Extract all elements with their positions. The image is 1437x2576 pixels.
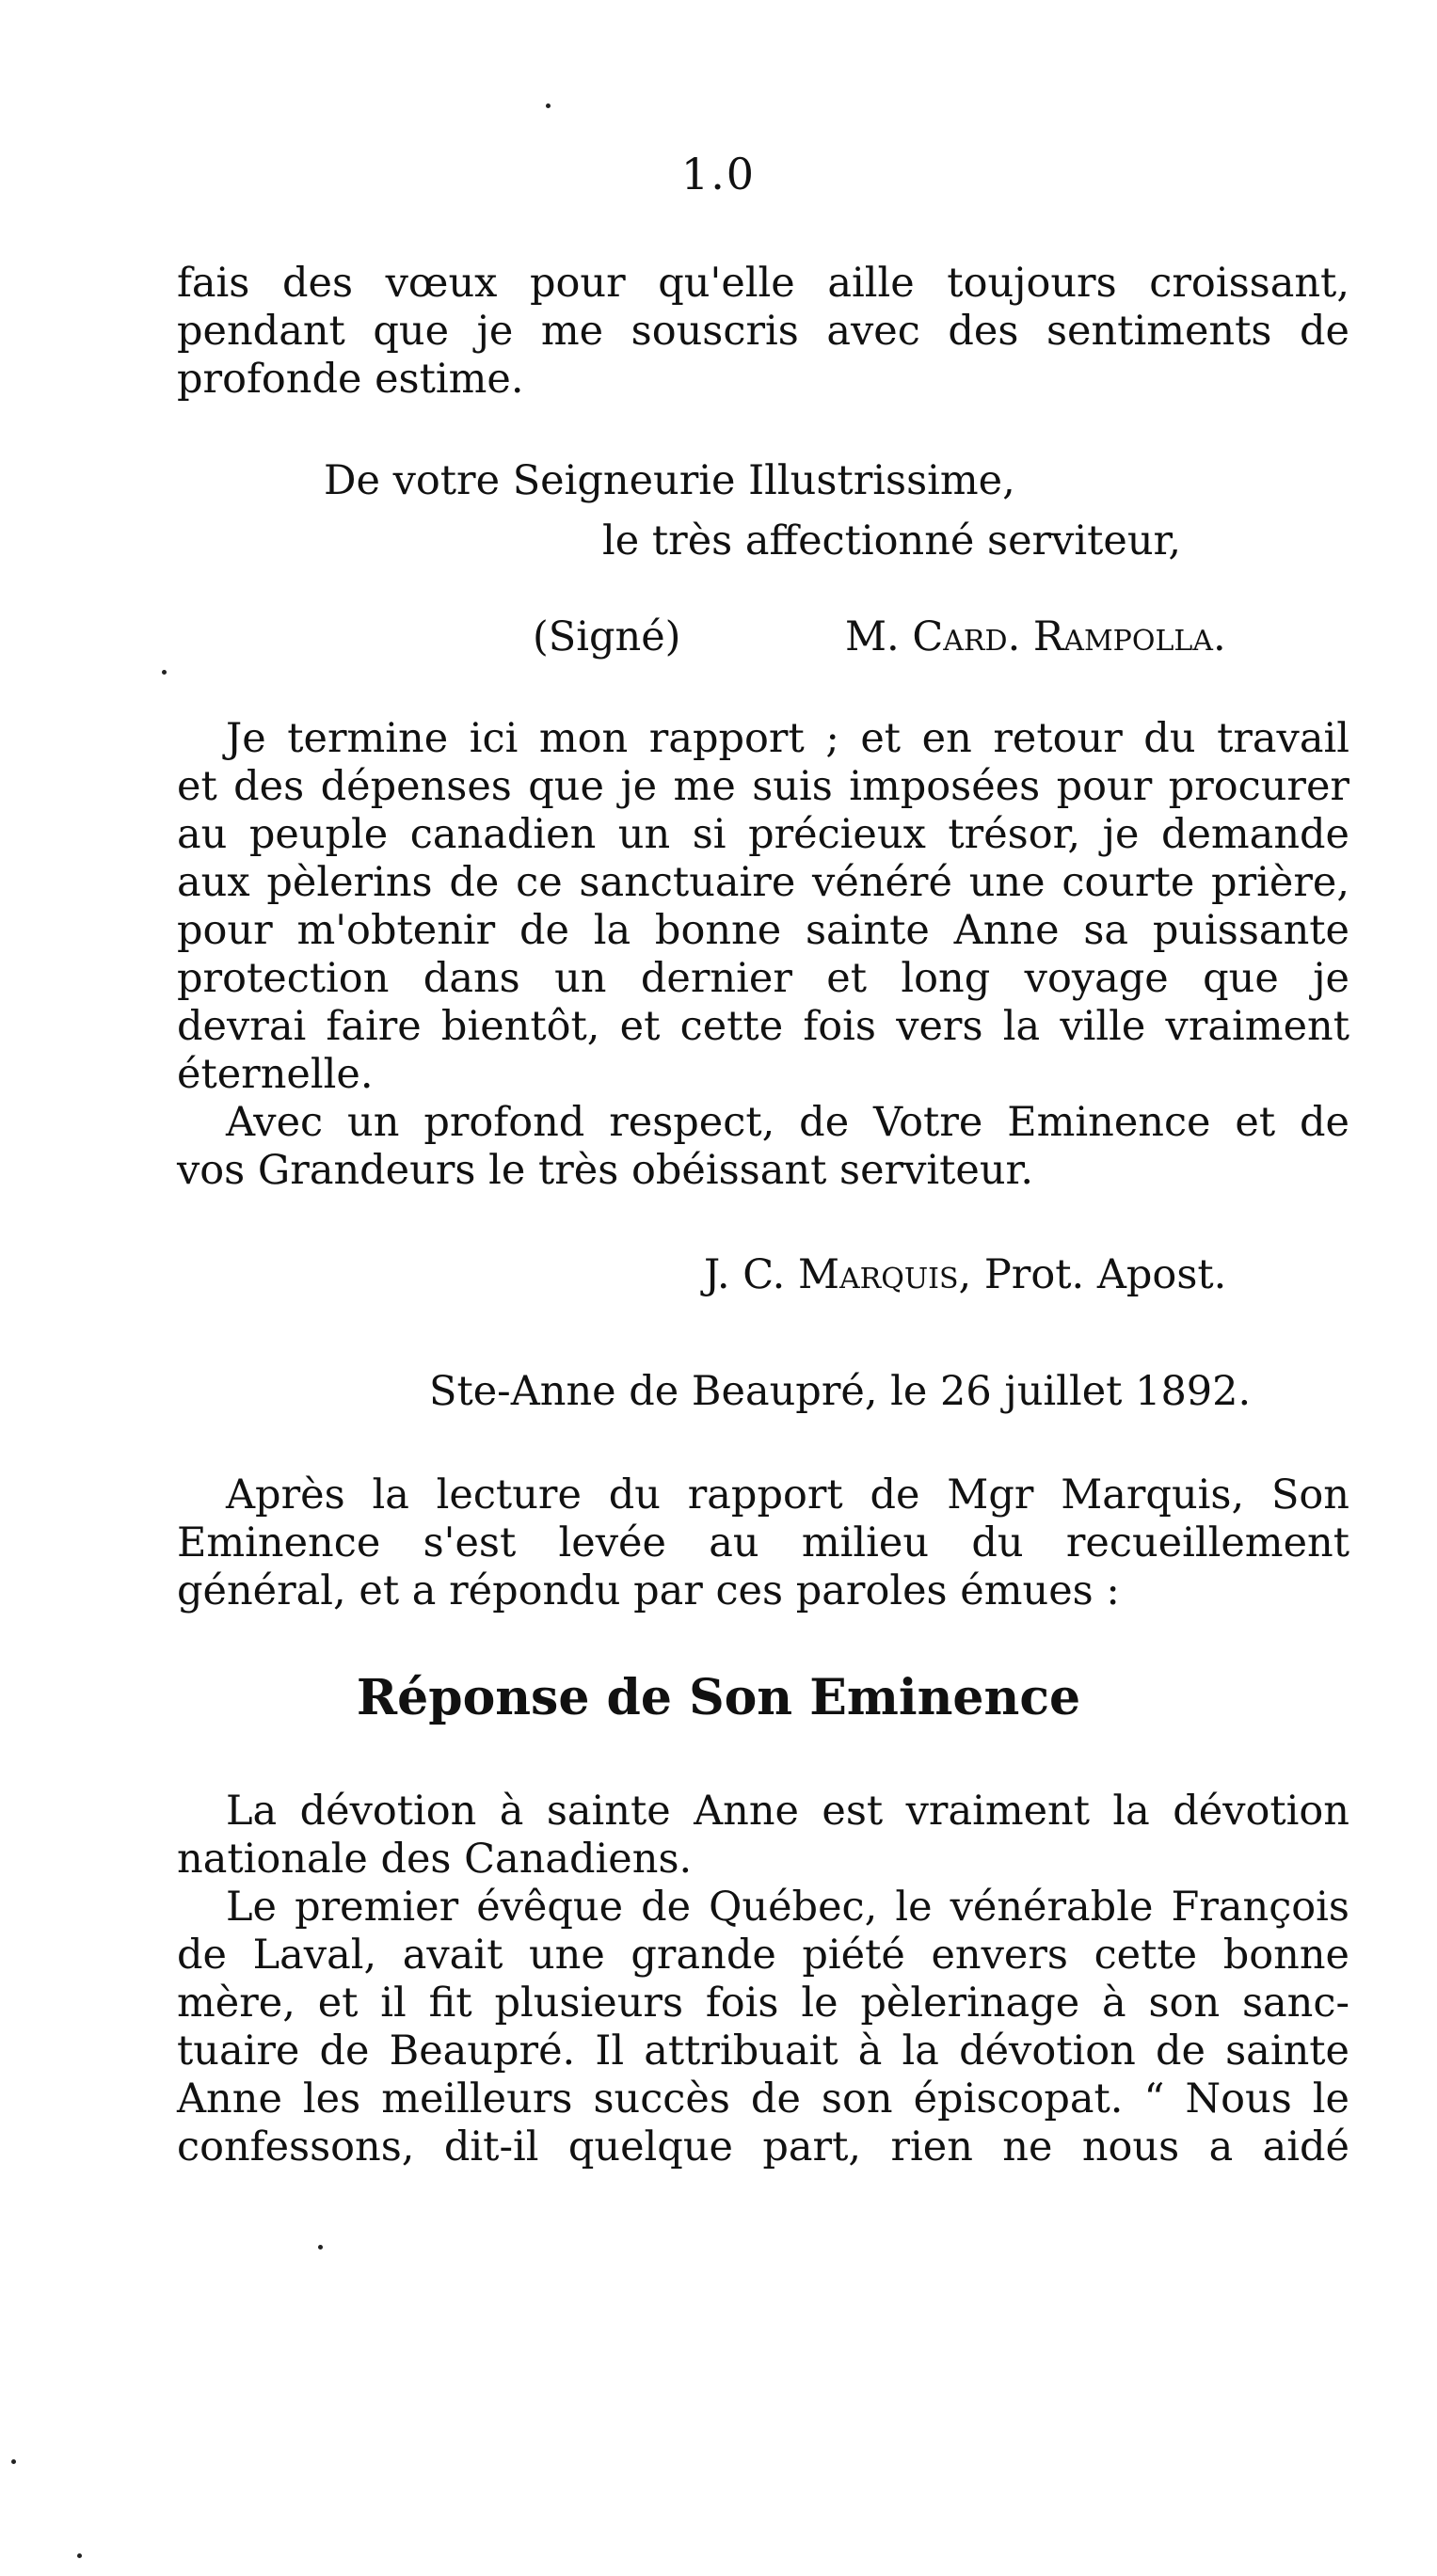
- paragraph-laval: [177, 1884, 1349, 2171]
- signature-title: , Prot. Apost.: [958, 1251, 1227, 1298]
- paragraph-devotion: [177, 1788, 1349, 1884]
- text-line: pour m'obtenir de la bonne sainte Anne sa puissante: [177, 907, 1349, 954]
- scan-speck: [546, 103, 551, 108]
- text-line: de Laval, avait une grande piété envers cette bonne: [177, 1932, 1349, 1979]
- signed-name: M. Card. Rampolla.: [845, 613, 1226, 660]
- text-line: devrai faire bientôt, et cette fois vers la ville vraiment: [177, 1003, 1349, 1050]
- paragraph-narration: [177, 1471, 1349, 1615]
- signature-name: J. C. Marquis: [704, 1251, 959, 1298]
- text-line: Je termine ici mon rapport ; et en retour du travail: [226, 715, 1349, 762]
- text-line: Eminence s'est levée au milieu du recueillement: [177, 1519, 1349, 1566]
- paragraph-respect: [177, 1099, 1349, 1195]
- text-line: protection dans un dernier et long voyage que je: [177, 955, 1349, 1002]
- place-date: Ste-Anne de Beaupré, le 26 juillet 1892.: [429, 1368, 1252, 1415]
- text-line: et des dépenses que je me suis imposées pour procurer: [177, 763, 1349, 810]
- text-line: Anne les meilleurs succès de son épiscopat. “ Nous le: [177, 2075, 1349, 2123]
- letter-closing-2: le très affectionné serviteur,: [602, 517, 1182, 564]
- text-line: général, et a répondu par ces paroles émues :: [177, 1567, 1120, 1614]
- text-line: Après la lecture du rapport de Mgr Marquis, Son: [226, 1471, 1349, 1519]
- text-line: fais des vœux pour qu'elle aille toujours croissant,: [177, 260, 1349, 307]
- text-line: éternelle.: [177, 1051, 374, 1098]
- paragraph-report-end: [177, 715, 1349, 1099]
- scan-speck: [11, 2459, 16, 2464]
- text-line: Avec un profond respect, de Votre Eminence et de: [226, 1099, 1349, 1146]
- text-line: profonde estime.: [177, 356, 524, 403]
- scan-speck: [77, 2553, 82, 2558]
- text-line: Le premier évêque de Québec, le vénérable François: [226, 1884, 1349, 1931]
- text-line: nationale des Canadiens.: [177, 1836, 693, 1883]
- scan-speck: [162, 670, 167, 675]
- page-number: 1.0: [680, 149, 757, 199]
- text-line: pendant que je me souscris avec des sentiments de: [177, 308, 1349, 355]
- section-heading: Réponse de Son Eminence: [356, 1669, 1081, 1726]
- text-line: vos Grandeurs le très obéissant serviteur.: [177, 1147, 1034, 1194]
- text-line: mère, et il fit plusieurs fois le pèlerinage à son sanc-: [177, 1980, 1349, 2027]
- scan-speck: [318, 2245, 323, 2250]
- signature: [704, 1251, 1226, 1299]
- text-line: aux pèlerins de ce sanctuaire vénéré une courte prière,: [177, 859, 1349, 906]
- text-line: au peuple canadien un si précieux trésor, je demande: [177, 811, 1349, 858]
- text-line: confessons, dit-il quelque part, rien ne nous a aidé: [177, 2123, 1349, 2171]
- letter-closing-1: De votre Seigneurie Illustrissime,: [324, 457, 1015, 504]
- text-line: La dévotion à sainte Anne est vraiment la dévotion: [226, 1788, 1349, 1835]
- text-line: tuaire de Beaupré. Il attribuait à la dévotion de sainte: [177, 2027, 1349, 2075]
- signed-label: (Signé): [533, 613, 681, 660]
- paragraph-letter-end: [177, 260, 1349, 404]
